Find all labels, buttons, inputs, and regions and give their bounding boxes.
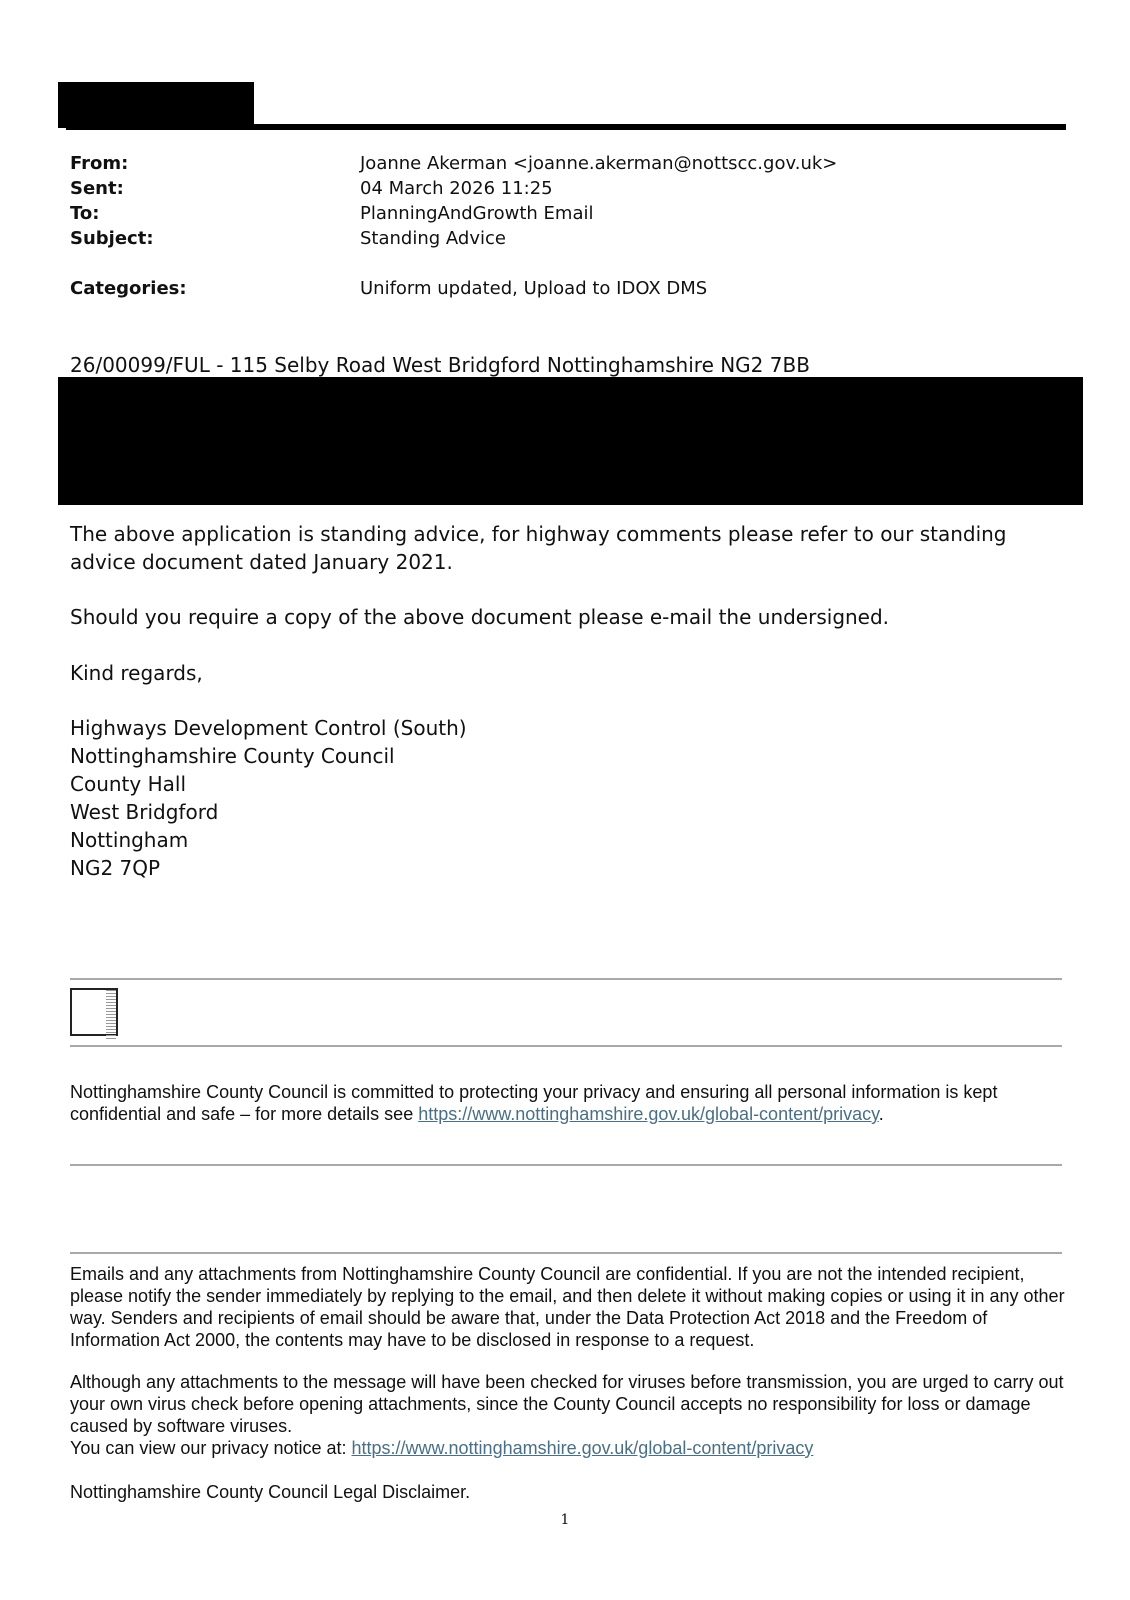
- privacy-statement: [70, 1081, 1070, 1125]
- notice-link[interactable]: https://www.nottinghamshire.gov.uk/global-content/privacy: [351, 1438, 814, 1458]
- signature-line: Nottingham: [70, 828, 189, 852]
- header-rule: [66, 124, 1066, 130]
- divider: [70, 1252, 1062, 1254]
- signature-block: [70, 714, 467, 882]
- signature-line: County Hall: [70, 772, 186, 796]
- notice-text: You can view our privacy notice at:: [70, 1438, 352, 1458]
- divider: [70, 1045, 1062, 1047]
- application-reference: 26/00099/FUL - 115 Selby Road West Bridgford Nottinghamshire NG2 7BB: [70, 353, 810, 377]
- body-paragraph-2: Should you require a copy of the above document please e-mail the undersigned.: [70, 605, 890, 629]
- categories-value: Uniform updated, Upload to IDOX DMS: [360, 278, 708, 299]
- to-label: To:: [70, 203, 100, 224]
- privacy-link[interactable]: https://www.nottinghamshire.gov.uk/global-content/privacy: [418, 1104, 879, 1124]
- to-value: PlanningAndGrowth Email: [360, 203, 594, 224]
- subject-label: Subject:: [70, 228, 154, 249]
- categories-label: Categories:: [70, 278, 187, 299]
- signature-line: West Bridgford: [70, 800, 219, 824]
- sent-label: Sent:: [70, 178, 124, 199]
- redaction-block-top: [58, 82, 254, 128]
- sent-value: 04 March 2026 11:25: [360, 178, 553, 199]
- subject-value: Standing Advice: [360, 228, 506, 249]
- divider: [70, 1164, 1062, 1166]
- page-number: 1: [560, 1512, 570, 1528]
- divider: [70, 978, 1062, 980]
- from-label: From:: [70, 153, 129, 174]
- closing-line: Kind regards,: [70, 661, 203, 685]
- redaction-block-middle: [58, 377, 1083, 505]
- legal-disclaimer: Nottinghamshire County Council Legal Disclaimer.: [70, 1482, 471, 1502]
- privacy-notice: [70, 1437, 1070, 1459]
- disclaimer-paragraph-2: Although any attachments to the message will have been checked for viruses before transmission, you are urged to carry out your own virus check before opening attachments, since the County Council accepts no responsibility for loss or damage caused by software viruses.: [70, 1372, 1064, 1436]
- image-placeholder-lines: [106, 990, 116, 1040]
- signature-line: Nottinghamshire County Council: [70, 744, 395, 768]
- from-value: Joanne Akerman <joanne.akerman@nottscc.gov.uk>: [360, 153, 838, 174]
- privacy-end: .: [878, 1104, 884, 1124]
- privacy-text: Nottinghamshire County Council is committed to protecting your privacy and ensuring all personal information is kept confidential and safe – for more details see: [70, 1082, 998, 1124]
- disclaimer-paragraph-1: Emails and any attachments from Nottinghamshire County Council are confidential. If you are not the intended recipient, please notify the sender immediately by replying to the email, and then delete it without making copies or using it in any other way. Senders and recipients of email should be aware that, under the Data Protection Act 2018 and the Freedom of Information Act 2000, the contents may have to be disclosed in response to a request.: [70, 1264, 1065, 1350]
- body-paragraph-1: The above application is standing advice, for highway comments please refer to our standing advice document dated January 2021.: [70, 522, 1007, 574]
- signature-line: NG2 7QP: [70, 856, 161, 880]
- signature-line: Highways Development Control (South): [70, 716, 467, 740]
